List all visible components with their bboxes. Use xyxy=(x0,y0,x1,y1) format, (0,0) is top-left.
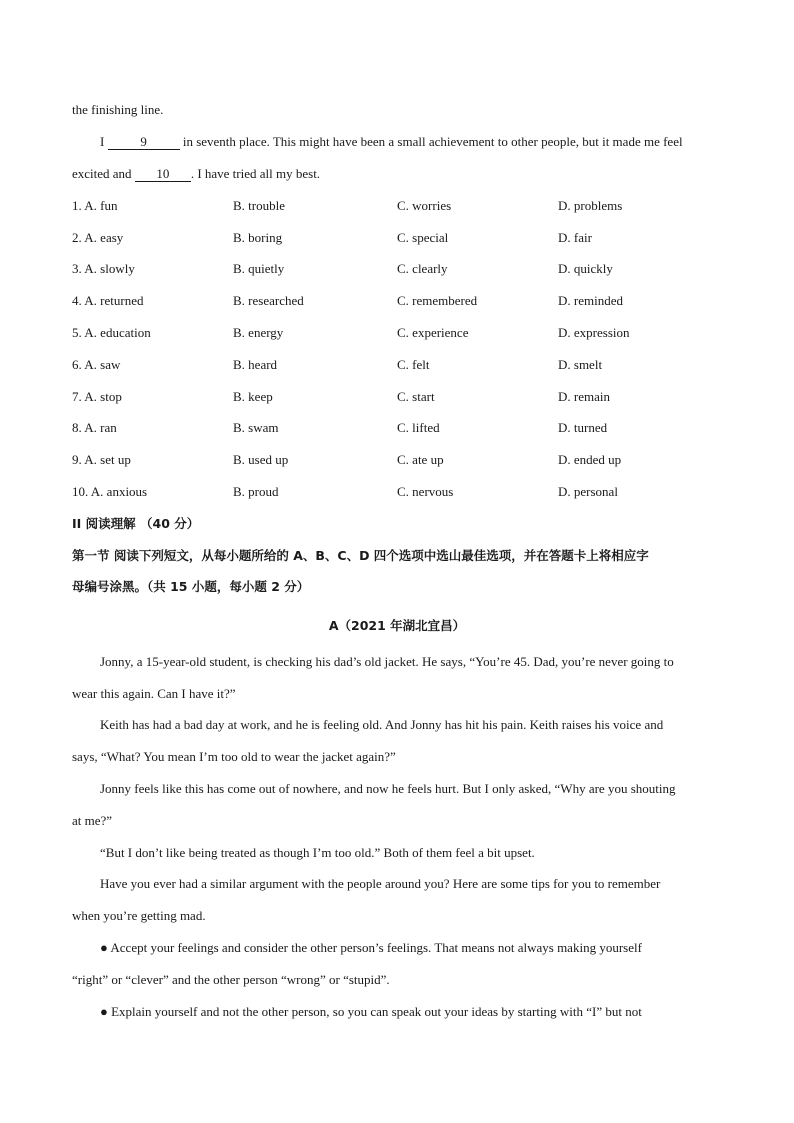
option-a: 9. A. set up xyxy=(72,452,131,467)
passage-title: A（2021 年湖北宜昌） xyxy=(328,618,466,633)
passage-line: Keith has had a bad day at work, and he is feeling old. And Jonny has hit his pain. Keith raises his voice and xyxy=(100,717,664,732)
option-row xyxy=(72,292,722,310)
option-d: D. fair xyxy=(558,230,592,245)
section-instruction-line-2: 母编号涂黑。（共 15 小题，每小题 2 分） xyxy=(72,579,310,594)
option-row xyxy=(72,483,722,501)
option-b: B. swam xyxy=(233,420,279,435)
passage-line: wear this again. Can I have it?” xyxy=(72,686,236,701)
option-d: D. personal xyxy=(558,484,618,499)
option-c: C. special xyxy=(397,230,449,245)
option-a: 10. A. anxious xyxy=(72,484,148,499)
option-b: B. keep xyxy=(233,389,273,404)
option-d: D. reminded xyxy=(558,293,623,308)
passage-bullet-line: ● Accept your feelings and consider the other person’s feelings. That means not always making yourself xyxy=(100,940,642,955)
option-c: C. remembered xyxy=(397,293,478,308)
option-b: B. researched xyxy=(233,293,304,308)
option-row xyxy=(72,451,722,469)
option-b: B. used up xyxy=(233,452,289,467)
option-row xyxy=(72,197,722,215)
option-d: D. ended up xyxy=(558,452,622,467)
cloze-text: I xyxy=(100,134,108,149)
option-b: B. quietly xyxy=(233,261,285,276)
passage-line: Have you ever had a similar argument with the people around you? Here are some tips for you to remember xyxy=(100,876,661,891)
passage-line: says, “What? You mean I’m too old to wear the jacket again?” xyxy=(72,749,396,764)
option-b: B. energy xyxy=(233,325,284,340)
option-a: 8. A. ran xyxy=(72,420,117,435)
option-a: 7. A. stop xyxy=(72,389,122,404)
option-d: D. expression xyxy=(558,325,630,340)
option-d: D. remain xyxy=(558,389,610,404)
option-row xyxy=(72,324,722,342)
option-c: C. experience xyxy=(397,325,469,340)
option-b: B. trouble xyxy=(233,198,285,213)
passage-line: “right” or “clever” and the other person “wrong” or “stupid”. xyxy=(72,972,390,987)
passage-line: “But I don’t like being treated as though I’m too old.” Both of them feel a bit upset. xyxy=(100,845,535,860)
option-d: D. turned xyxy=(558,420,608,435)
cloze-blank-10: 10 xyxy=(135,167,191,182)
section-heading: II 阅读理解 （40 分） xyxy=(72,516,200,531)
passage-line: Jonny, a 15-year-old student, is checking his dad’s old jacket. He says, “You’re 45. Dad, you’re never going to xyxy=(100,654,674,669)
cloze-paragraph-line-2 xyxy=(72,165,320,183)
option-c: C. start xyxy=(397,389,435,404)
option-row xyxy=(72,260,722,278)
cloze-text: excited and xyxy=(72,166,135,181)
section-instruction-line-1: 第一节 阅读下列短文，从每小题所给的 A、B、C、D 四个选项中选山最佳选项，并在答题卡上将相应字 xyxy=(72,548,649,563)
option-a: 3. A. slowly xyxy=(72,261,135,276)
cloze-paragraph-line-1 xyxy=(100,133,683,151)
option-row xyxy=(72,229,722,247)
passage-line: at me?” xyxy=(72,813,113,828)
cloze-text: . I have tried all my best. xyxy=(190,166,321,181)
cloze-text: in seventh place. This might have been a small achievement to other people, but it made me feel xyxy=(179,134,683,149)
option-row xyxy=(72,356,722,374)
passage-line: when you’re getting mad. xyxy=(72,908,206,923)
option-b: B. proud xyxy=(233,484,279,499)
option-row xyxy=(72,388,722,406)
cloze-blank-9: 9 xyxy=(108,135,180,150)
option-b: B. boring xyxy=(233,230,283,245)
option-a: 6. A. saw xyxy=(72,357,121,372)
option-d: D. smelt xyxy=(558,357,603,372)
passage-line: Jonny feels like this has come out of nowhere, and now he feels hurt. But I only asked, “Why are you shouting xyxy=(100,781,676,796)
option-c: C. felt xyxy=(397,357,430,372)
option-a: 4. A. returned xyxy=(72,293,144,308)
option-a: 2. A. easy xyxy=(72,230,124,245)
option-d: D. problems xyxy=(558,198,623,213)
option-b: B. heard xyxy=(233,357,278,372)
option-c: C. ate up xyxy=(397,452,444,467)
passage-bullet-line: ● Explain yourself and not the other person, so you can speak out your ideas by starting with “I” but not xyxy=(100,1004,642,1019)
option-a: 5. A. education xyxy=(72,325,151,340)
option-d: D. quickly xyxy=(558,261,613,276)
option-c: C. clearly xyxy=(397,261,448,276)
option-c: C. nervous xyxy=(397,484,454,499)
cloze-line-previous: the finishing line. xyxy=(72,102,164,117)
option-c: C. worries xyxy=(397,198,452,213)
option-a: 1. A. fun xyxy=(72,198,118,213)
option-c: C. lifted xyxy=(397,420,440,435)
option-row xyxy=(72,419,722,437)
